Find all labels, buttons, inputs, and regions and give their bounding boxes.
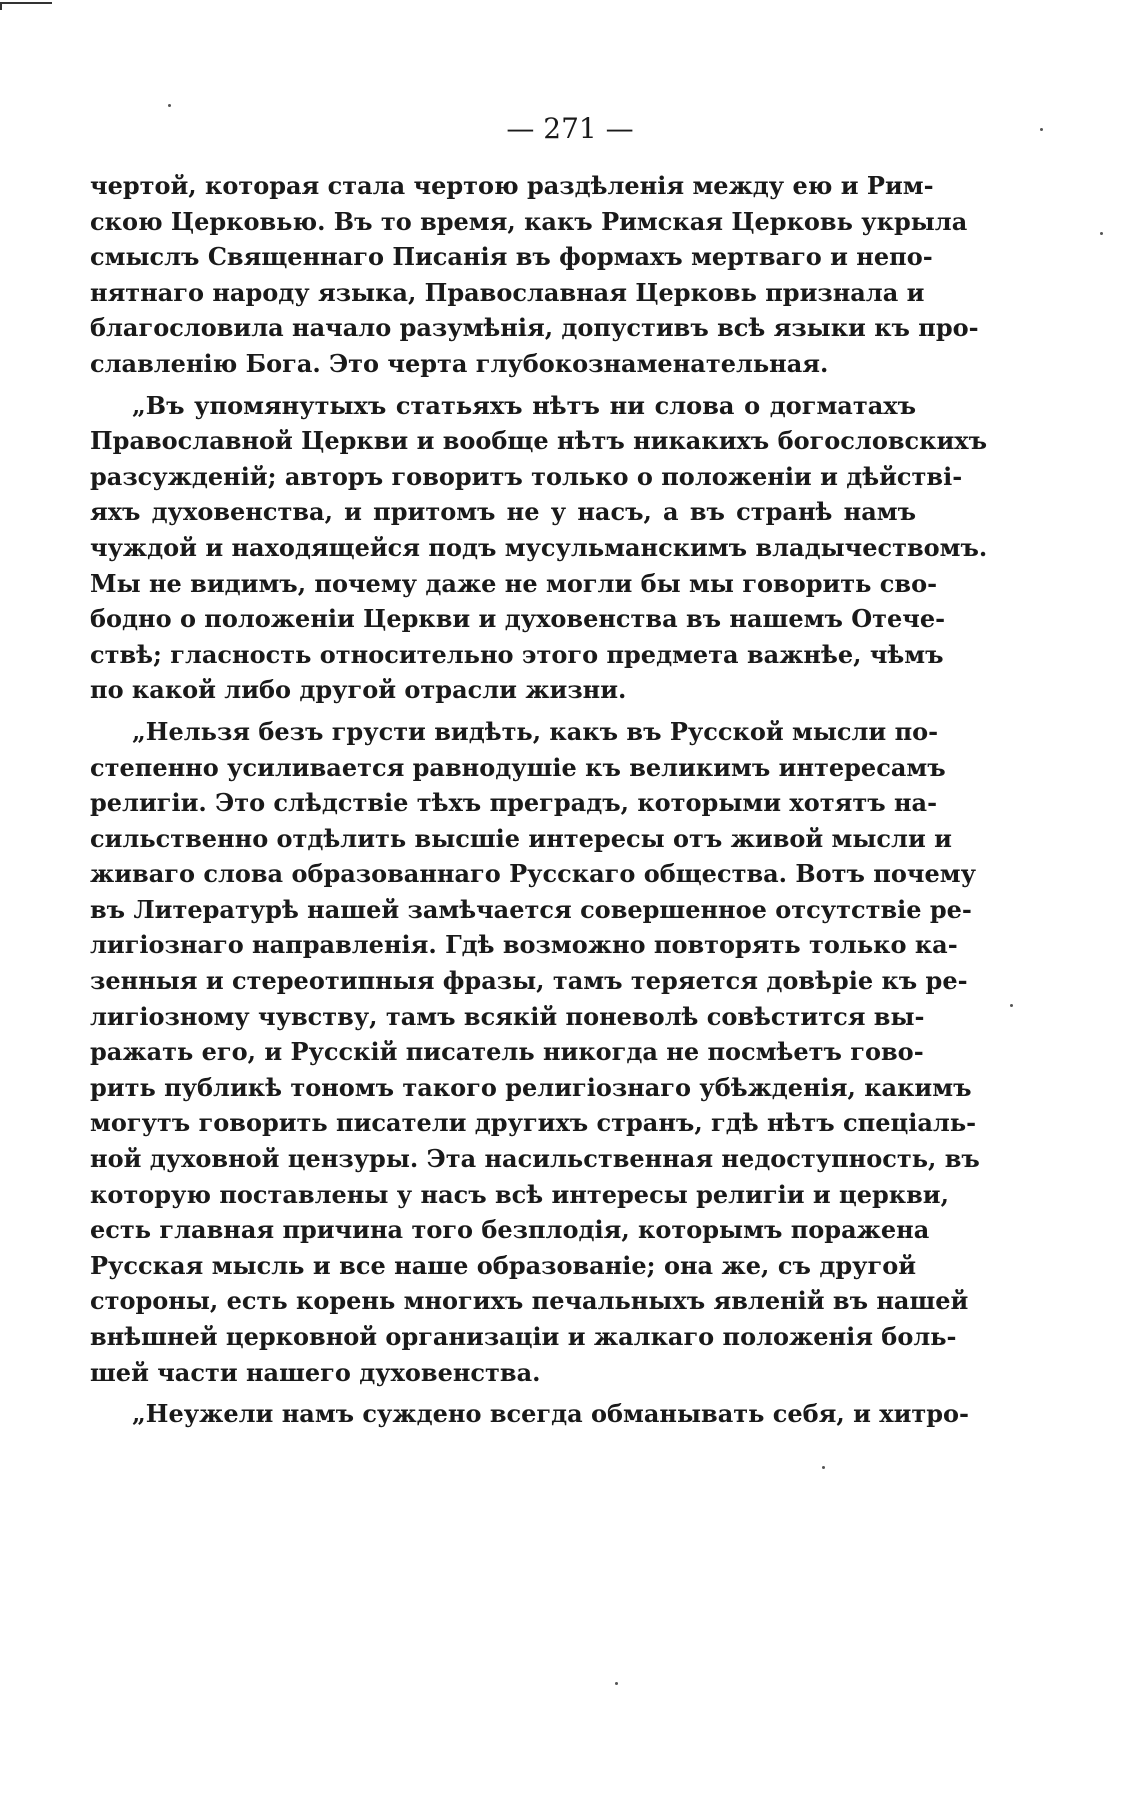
text-line: которую поставлены у насъ всѣ интересы религіи и церкви,	[90, 1179, 949, 1209]
scan-speck	[822, 1466, 825, 1469]
text-line: „Неужели намъ суждено всегда обманывать себя, и хитро-	[132, 1399, 969, 1429]
page-number: — 271 —	[506, 112, 634, 145]
text-line: яхъ духовенства, и притомъ не у насъ, а въ странѣ намъ	[90, 497, 916, 527]
text-line: есть главная причина того безплодія, которымъ поражена	[90, 1215, 930, 1245]
text-line: бодно о положеніи Церкви и духовенства въ нашемъ Отече-	[90, 604, 946, 634]
body-text	[90, 168, 988, 1432]
scan-speck	[1040, 128, 1043, 131]
text-line: степенно усиливается равнодушіе къ великимъ интересамъ	[90, 752, 946, 782]
text-line: „Въ упомянутыхъ статьяхъ нѣтъ ни слова о догматахъ	[132, 390, 916, 420]
text-line: славленію Бога. Это черта глубокознаменательная.	[90, 348, 829, 378]
text-line: шей части нашего духовенства.	[90, 1357, 541, 1387]
paragraph	[90, 1396, 969, 1432]
text-line: сильственно отдѣлить высшіе интересы отъ живой мысли и	[90, 823, 952, 853]
scan-speck	[1100, 232, 1103, 235]
text-line: ражать его, и Русскій писатель никогда не посмѣетъ гово-	[90, 1037, 924, 1067]
text-line: зенныя и стереотипныя фразы, тамъ теряется довѣріе къ ре-	[90, 966, 968, 996]
scan-speck	[168, 104, 171, 107]
scan-speck	[615, 1682, 618, 1685]
text-line: „Нельзя безъ грусти видѣть, какъ въ Русской мысли по-	[132, 716, 939, 746]
text-line: Мы не видимъ, почему даже не могли бы мы говорить сво-	[90, 568, 938, 598]
text-line: нятнаго народу языка, Православная Церковь признала и	[90, 277, 925, 307]
text-line: могутъ говорить писатели другихъ странъ, гдѣ нѣтъ спеціаль-	[90, 1108, 977, 1138]
text-line: внѣшней церковной организаціи и жалкаго положенія боль-	[90, 1322, 957, 1351]
text-line: живаго слова образованнаго Русскаго общества. Вотъ почему	[90, 859, 976, 889]
text-line: разсужденій; авторъ говоритъ только о положеніи и дѣйстві-	[90, 461, 963, 491]
text-line: лигіознаго направленія. Гдѣ возможно повторять только ка-	[90, 930, 958, 960]
text-line: лигіозному чувству, тамъ всякій поневолѣ совѣстится вы-	[90, 1001, 925, 1031]
text-line: ной духовной цензуры. Эта насильственная недоступность, въ	[90, 1144, 980, 1174]
text-line: Русская мысль и все наше образованіе; она же, съ другой	[90, 1250, 916, 1280]
scan-corner-mark	[0, 2, 52, 10]
paragraph	[90, 168, 979, 382]
paragraph	[90, 714, 980, 1390]
paragraph	[90, 388, 988, 708]
text-line: ствѣ; гласность относительно этого предмета важнѣе, чѣмъ	[90, 639, 944, 669]
scan-speck	[1010, 1004, 1013, 1007]
text-line: по какой либо другой отрасли жизни.	[90, 675, 627, 705]
text-line: Православной Церкви и вообще нѣтъ никакихъ богословскихъ	[90, 426, 987, 456]
text-line: въ Литературѣ нашей замѣчается совершенное отсутствіе ре-	[90, 894, 972, 924]
text-line: чертой, которая стала чертою раздѣленія между ею и Рим-	[90, 171, 934, 200]
text-line: смыслъ Священнаго Писанія въ формахъ мертваго и непо-	[90, 242, 933, 272]
text-line: религіи. Это слѣдствіе тѣхъ преградъ, которыми хотятъ на-	[90, 788, 938, 818]
text-line: стороны, есть корень многихъ печальныхъ явленій въ нашей	[90, 1286, 969, 1316]
text-line: благословила начало разумѣнія, допустивъ всѣ языки къ про-	[90, 313, 979, 343]
text-line: рить публикѣ тономъ такого религіознаго убѣжденія, какимъ	[90, 1072, 972, 1102]
text-line: чуждой и находящейся подъ мусульманскимъ владычествомъ.	[90, 532, 988, 562]
text-line: скою Церковью. Въ то время, какъ Римская Церковь укрыла	[90, 206, 968, 236]
